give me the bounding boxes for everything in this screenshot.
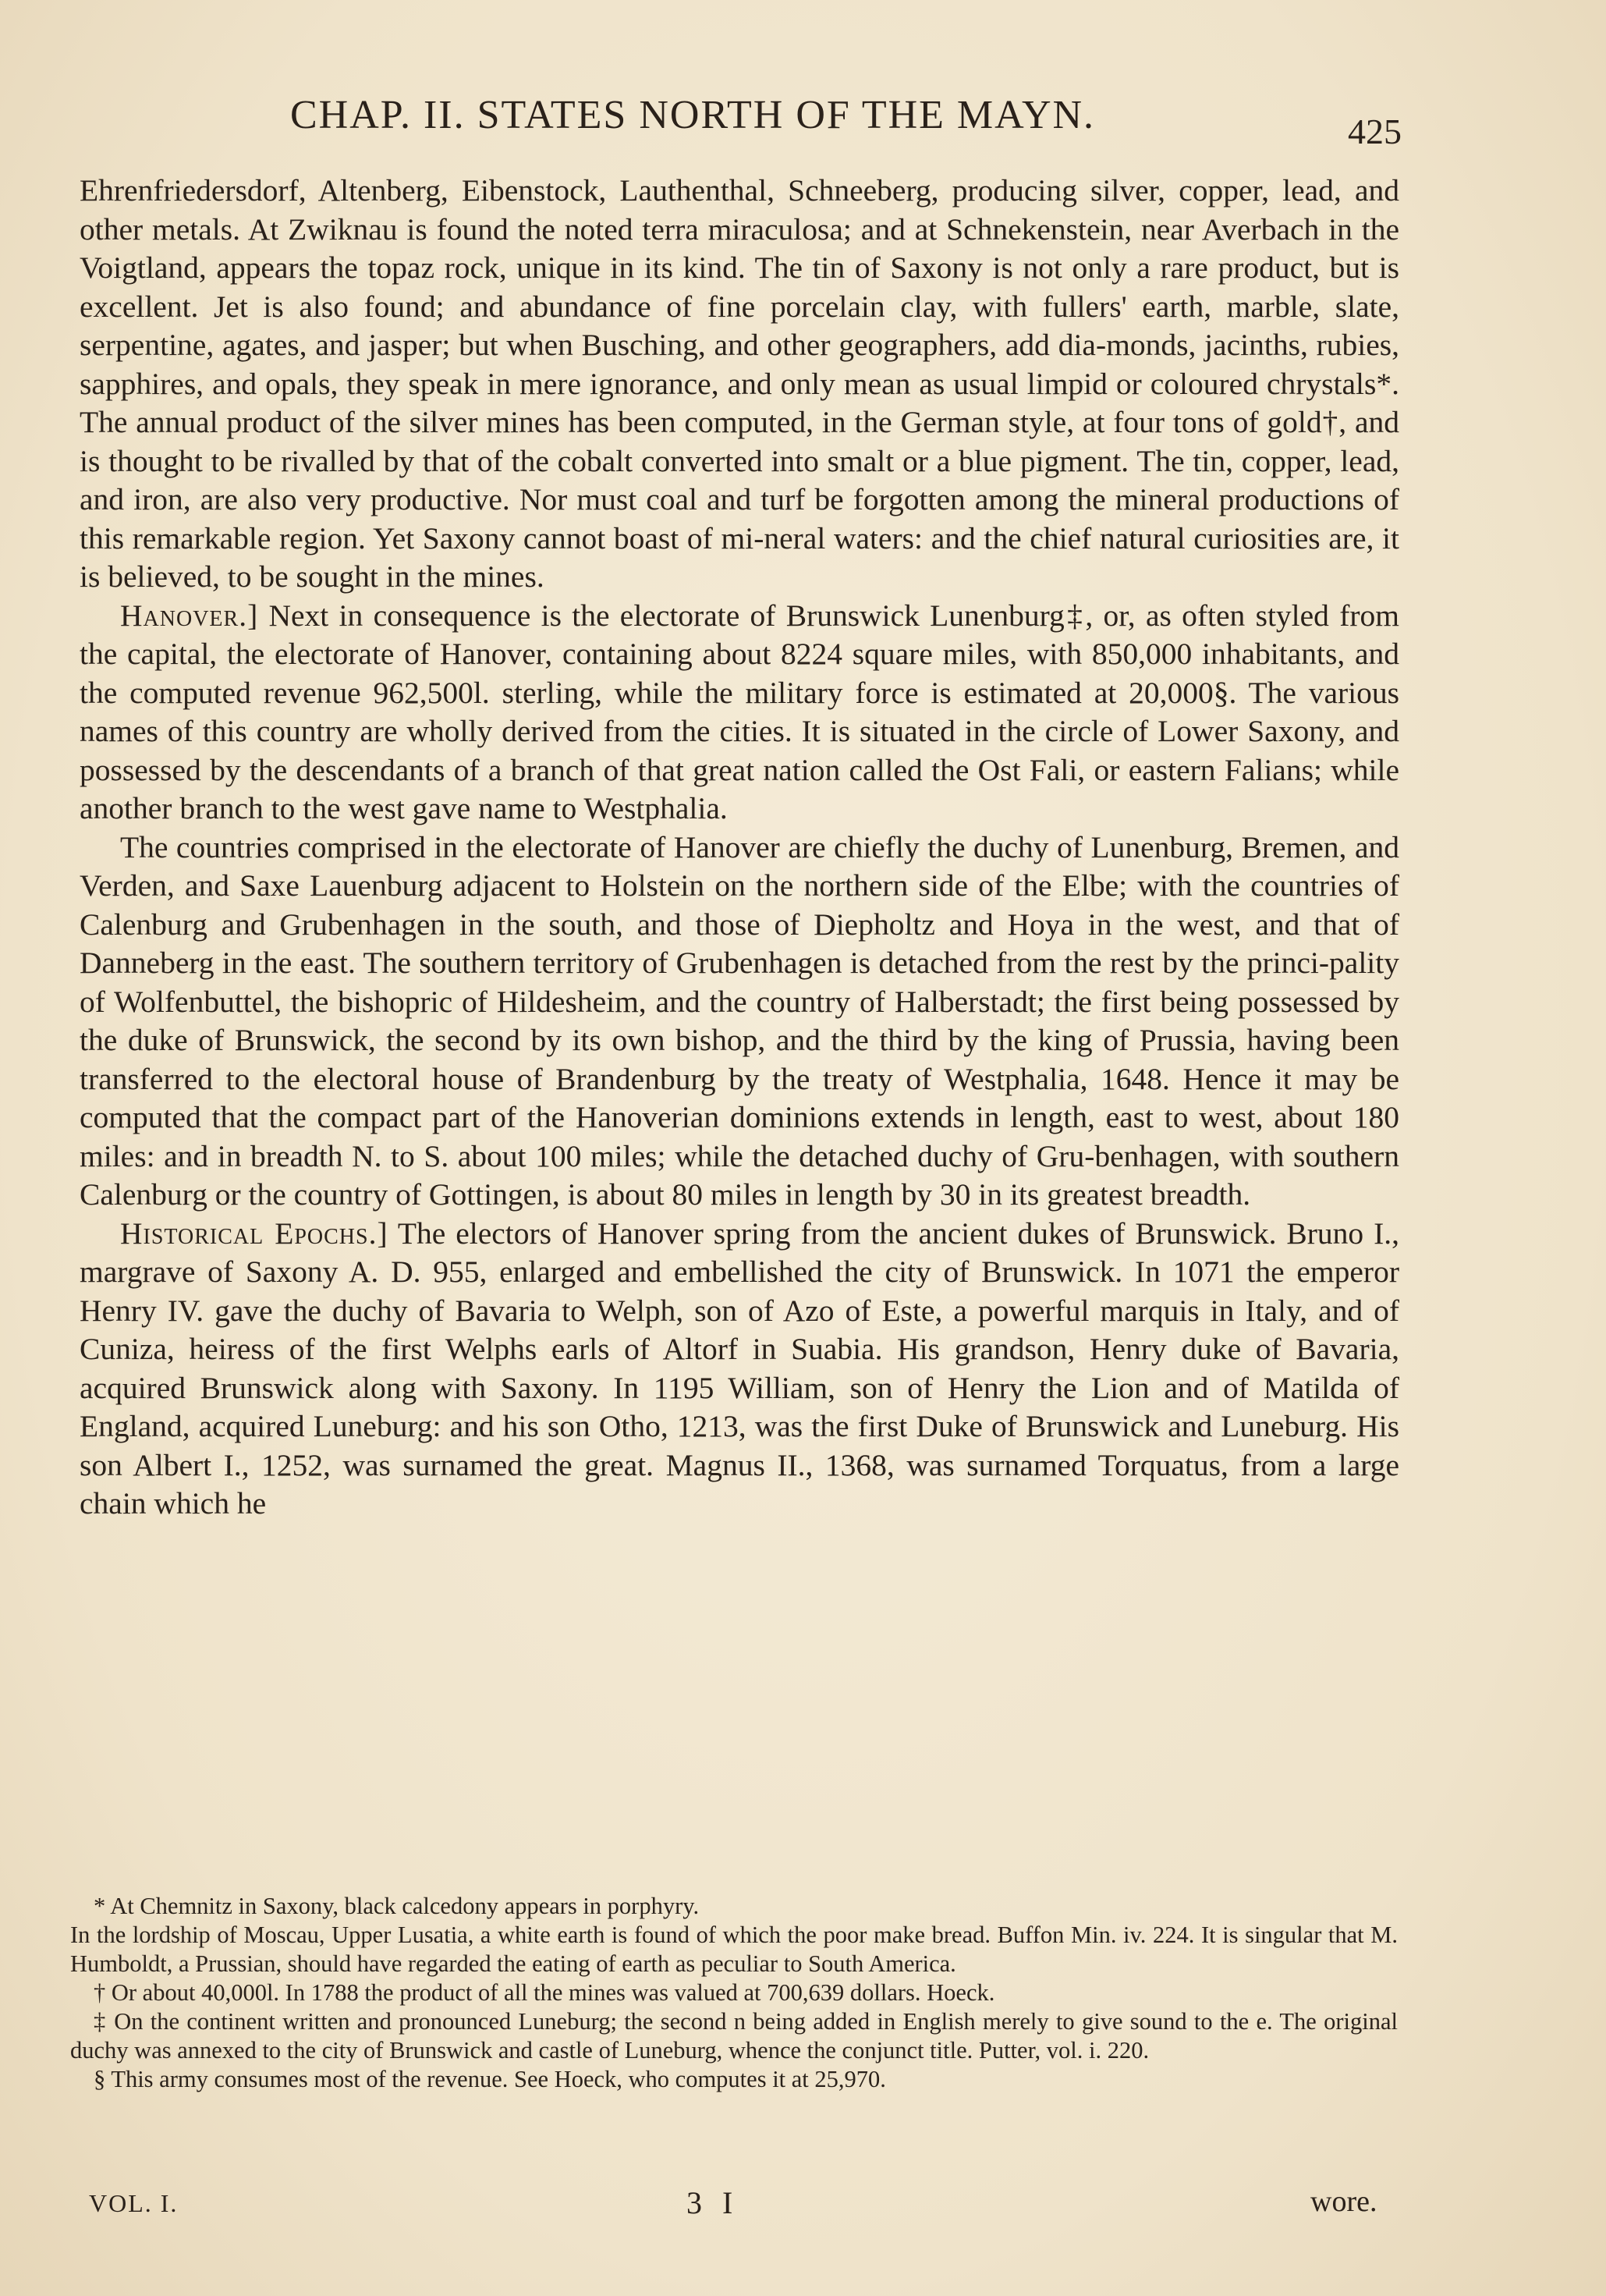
section-heading-historical-epochs: Historical Epochs.] <box>120 1215 388 1251</box>
paragraph-historical-epochs-text: The electors of Hanover spring from the ancient dukes of Brunswick. Bruno I., margrave of Saxony A. D. 955, enlarged and embellished the city of Brunswick. In 1071 the emperor Henry IV. gave the duchy of Bavaria to Welph, son of Azo of Este, a powerful marquis in Italy, and of Cuniza, heiress of the first Welphs earls of Altorf in Suabia. His grandson, Henry duke of Bavaria, acquired Brunswick along with Saxony. In 1195 William, son of Henry the Lion and of Matilda of England, acquired Luneburg: and his son Otho, 1213, was the first Duke of Brunswick and Luneburg. His son Albert I., 1252, was surnamed the great. Magnus II., 1368, was surnamed Torquatus, from a large chain which he <box>80 1215 1399 1521</box>
paragraph-saxony-minerals: Ehrenfriedersdorf, Altenberg, Eibenstock, Lauthenthal, Schneeberg, producing silver, copper, lead, and other metals. At Zwiknau is found the noted terra miraculosa; and at Schnekenstein, near Averbach in the Voigtland, appears the topaz rock, unique in its kind. The tin of Saxony is not only a rare product, but is excellent. Jet is also found; and abundance of fine porcelain clay, with fullers' earth, marble, slate, serpentine, agates, and jasper; but when Busching, and other geographers, add dia-monds, jacinths, rubies, sapphires, and opals, they speak in mere ignorance, and only mean as usual limpid or coloured chrystals*. The annual product of the silver mines has been computed, in the German style, at four tons of gold†, and is thought to be rivalled by that of the cobalt converted into smalt or a blue pigment. The tin, copper, lead, and iron, are also very productive. Nor must coal and turf be forgotten among the mineral productions of this remarkable region. Yet Saxony cannot boast of mi-neral waters: and the chief natural curiosities are, it is believed, to be sought in the mines. <box>80 173 1399 594</box>
section-heading-hanover: Hanover.] <box>120 598 259 633</box>
footnote-4: ‡ On the continent written and pronounced Luneburg; the second n being added in English merely to give sound to the e. The original duchy was annexed to the city of Brunswick and castle of Luneburg, whence the conjunct title. Putter, vol. i. 220. <box>70 2008 1398 2064</box>
page-number: 425 <box>1348 112 1402 151</box>
paragraph-hanover-territories: The countries comprised in the electorate of Hanover are chiefly the duchy of Lunenburg, Bremen, and Verden, and Saxe Lauenburg adjacent to Holstein on the northern side of the Elbe; with the countries of Calenburg and Grubenhagen in the south, and those of Diepholtz and Hoya in the west, and that of Danneberg in the east. The southern territory of Grubenhagen is detached from the rest by the princi-pality of Wolfenbuttel, the bishopric of Hildesheim, and the country of Halberstadt; the first being possessed by the duke of Brunswick, the second by its own bishop, and the third by the king of Prussia, having been transferred to the electoral house of Brandenburg by the treaty of Westphalia, 1648. Hence it may be computed that the compact part of the Hanoverian dominions extends in length, east to west, about 180 miles: and in breadth N. to S. about 100 miles; while the detached duchy of Gru-benhagen, with southern Calenburg or the country of Gottingen, is about 80 miles in length by 30 in its greatest breadth. <box>80 829 1399 1212</box>
paragraph-hanover-text: Next in consequence is the electorate of Brunswick Lunenburg‡, or, as often styled from the capital, the electorate of Hanover, containing about 8224 square miles, with 850,000 inhabitants, and the computed revenue 962,500l. sterling, while the military force is estimated at 20,000§. The various names of this country are wholly derived from the cities. It is situated in the circle of Lower Saxony, and possessed by the descendants of a branch of that great nation called the Ost Fali, or eastern Falians; while another branch to the west gave name to Westphalia. <box>80 598 1399 825</box>
footnote-2: In the lordship of Moscau, Upper Lusatia, a white earth is found of which the poor make bread. Buffon Min. iv. 224. It is singular that M. Humboldt, a Prussian, should have regarded the eating of earth as peculiar to South America. <box>70 1922 1398 1977</box>
volume-label: VOL. I. <box>89 2189 179 2217</box>
paragraph-hanover <box>80 597 1399 829</box>
footnotes <box>70 1892 1398 2094</box>
page-footer <box>0 2184 1606 2223</box>
footnote-3: † Or about 40,000l. In 1788 the product of all the mines was valued at 700,639 dollars. Hoeck. <box>94 1979 995 2006</box>
running-title: CHAP. II. STATES NORTH OF THE MAYN. <box>290 93 1096 137</box>
paragraph-historical-epochs <box>80 1215 1399 1524</box>
signature-mark: 3 I <box>686 2185 739 2220</box>
catchword: wore. <box>1310 2185 1377 2218</box>
main-text <box>80 172 1399 1524</box>
footnote-1: * At Chemnitz in Saxony, black calcedony appears in porphyry. <box>94 1893 700 1919</box>
footnote-5: § This army consumes most of the revenue. See Hoeck, who computes it at 25,970. <box>94 2066 886 2092</box>
